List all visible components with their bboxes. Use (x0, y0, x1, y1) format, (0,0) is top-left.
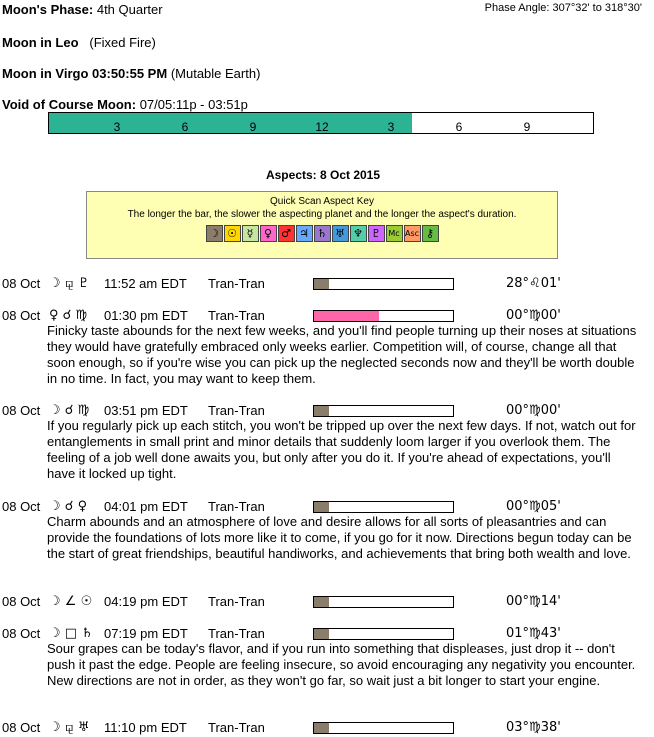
aspect-description: If you regularly pick up each stitch, you won't be tripped up over the next few days. If not, watch out for entanglements in small print and minor details that suddenly loom larger if you overlook them. The feeling of a job well done awaits you, but only after you do it. If you're ahead of expectations, you'll have it locked up tight. (47, 418, 636, 481)
aspect-key-title: Quick Scan Aspect Key (270, 196, 374, 207)
voc-tick-label: 6 (181, 120, 189, 134)
aspect-date: 08 Oct (2, 499, 41, 514)
voc-tick-label: 9 (523, 120, 531, 134)
void-of-course-line (2, 97, 248, 112)
phase-angle (485, 2, 642, 14)
aspect-duration-fill (314, 723, 329, 733)
aspect-key-button[interactable]: ☽ (206, 225, 223, 242)
aspect-date: 08 Oct (2, 308, 41, 323)
aspect-key-subtitle: The longer the bar, the slower the aspecting planet and the longer the aspect's duration. (127, 209, 517, 220)
aspect-key-button[interactable]: ⚷ (422, 225, 439, 242)
aspect-glyphs: ♀ ☌ ♍ (49, 308, 88, 323)
aspect-type: Tran-Tran (208, 276, 265, 291)
moon-sign-1-value: (Fixed Fire) (89, 35, 156, 50)
phase-angle-label: Phase Angle: (484, 2, 550, 14)
phase-angle-value: 307°32' to 318°30' (552, 2, 642, 14)
aspect-position: 00°♍00' (506, 308, 561, 323)
aspect-glyphs: ☽ ∠ ☉ (49, 594, 93, 609)
aspect-type: Tran-Tran (208, 499, 265, 514)
aspect-key-button[interactable]: ♃ (296, 225, 313, 242)
aspect-duration-bar (313, 278, 454, 290)
moon-phase-label: Moon's Phase: (2, 2, 94, 17)
voc-tick-label: 9 (249, 120, 257, 134)
aspect-position: 00°♍00' (506, 403, 561, 418)
aspects-title: Aspects: 8 Oct 2015 (265, 168, 381, 182)
moon-phase-line (2, 2, 163, 17)
aspect-key-button[interactable]: ♇ (368, 225, 385, 242)
aspect-type: Tran-Tran (208, 308, 265, 323)
aspect-glyphs: ☽ ⚼ ♇ (49, 276, 90, 291)
voc-tick-label: 12 (315, 120, 329, 134)
moon-sign-2-label: Moon in Virgo 03:50:55 PM (2, 66, 168, 81)
voc-label: Void of Course Moon: (2, 97, 137, 112)
aspect-position: 03°♍38' (506, 720, 561, 735)
aspect-position: 00°♍14' (506, 594, 561, 609)
aspect-duration-bar (313, 596, 454, 608)
aspect-key-button[interactable]: ♅ (332, 225, 349, 242)
aspect-glyphs: ☽ ☌ ♍ (49, 403, 90, 418)
aspect-date: 08 Oct (2, 594, 41, 609)
aspect-date: 08 Oct (2, 276, 41, 291)
aspect-type: Tran-Tran (208, 626, 265, 641)
aspect-glyphs: ☽ ☌ ♀ (49, 499, 88, 514)
aspect-position: 28°♌01' (506, 276, 561, 291)
aspect-date: 08 Oct (2, 403, 41, 418)
aspect-key-button[interactable]: ☉ (224, 225, 241, 242)
aspect-duration-fill (314, 279, 329, 289)
aspect-time: 11:10 pm EDT (104, 720, 187, 735)
aspect-description: Sour grapes can be today's flavor, and if you run into something that displeases, just drop it -- don't push it past the edge. People are feeling insecure, so avoid encouraging any negativity you encounter. New directions are not in order, as they won't go far, so wait just a bit longer to start your engine. (47, 641, 636, 688)
aspect-position: 01°♍43' (506, 626, 561, 641)
aspect-type: Tran-Tran (208, 594, 265, 609)
void-of-course-timeline (48, 112, 594, 134)
aspect-key-button[interactable]: ♀ (260, 225, 277, 242)
aspect-time: 03:51 pm EDT (104, 403, 188, 418)
aspect-key-button[interactable]: ☿ (242, 225, 259, 242)
aspect-description: Finicky taste abounds for the next few weeks, and you'll find people turning up their noses at situations they would have gratefully embraced only weeks earlier. Competition will, of course, change all that soon enough, so if you're wise you can pick up the neglected seconds now and they'll be worth double in no time. In fact, you may want to keep them. (47, 323, 637, 386)
aspect-key-box (86, 191, 558, 259)
aspect-key-button[interactable]: ♆ (350, 225, 367, 242)
aspect-glyphs: ☽ ⚼ ♅ (49, 720, 90, 735)
aspect-duration-bar (313, 310, 454, 322)
aspect-time: 07:19 pm EDT (104, 626, 188, 641)
aspect-duration-fill (314, 406, 329, 416)
moon-sign-2-value: (Mutable Earth) (170, 66, 261, 81)
voc-tick-label: 3 (113, 120, 121, 134)
moon-phase-value: 4th Quarter (96, 2, 163, 17)
aspect-key-button[interactable]: Asc (404, 225, 421, 242)
aspect-date: 08 Oct (2, 626, 41, 641)
aspect-position: 00°♍05' (506, 499, 561, 514)
aspect-duration-fill (314, 502, 329, 512)
aspect-duration-bar (313, 722, 454, 734)
void-of-course-fill (49, 113, 412, 133)
voc-tick-label: 6 (455, 120, 463, 134)
aspect-time: 11:52 am EDT (104, 276, 187, 291)
voc-tick-label: 3 (387, 120, 395, 134)
voc-value: 07/05:11p - 03:51p (139, 97, 248, 112)
aspect-key-button[interactable]: Mc (386, 225, 403, 242)
aspect-duration-bar (313, 405, 454, 417)
aspect-glyphs: ☽ □ ♄ (49, 626, 93, 641)
aspect-key-button[interactable]: ♄ (314, 225, 331, 242)
aspect-type: Tran-Tran (208, 403, 265, 418)
aspect-key-button[interactable]: ♂ (278, 225, 295, 242)
aspect-time: 01:30 pm EDT (104, 308, 188, 323)
aspect-duration-bar (313, 628, 454, 640)
aspect-time: 04:19 pm EDT (104, 594, 188, 609)
aspect-time: 04:01 pm EDT (104, 499, 188, 514)
aspect-date: 08 Oct (2, 720, 41, 735)
moon-sign-2 (2, 66, 260, 81)
aspect-description: Charm abounds and an atmosphere of love and desire allows for all sorts of pleasantries and can provide the foundations of lots more like it to come, if you go for it now. Directions begun today can be the start of great friendships, beautiful handiworks, and achievements that bring both wealth and love. (47, 514, 632, 561)
moon-sign-1 (2, 35, 156, 50)
moon-sign-1-label: Moon in Leo (2, 35, 79, 50)
aspect-key-buttons (87, 225, 557, 242)
aspect-duration-fill (314, 311, 379, 321)
aspect-duration-fill (314, 597, 329, 607)
aspect-duration-bar (313, 501, 454, 513)
aspect-type: Tran-Tran (208, 720, 265, 735)
aspect-duration-fill (314, 629, 329, 639)
